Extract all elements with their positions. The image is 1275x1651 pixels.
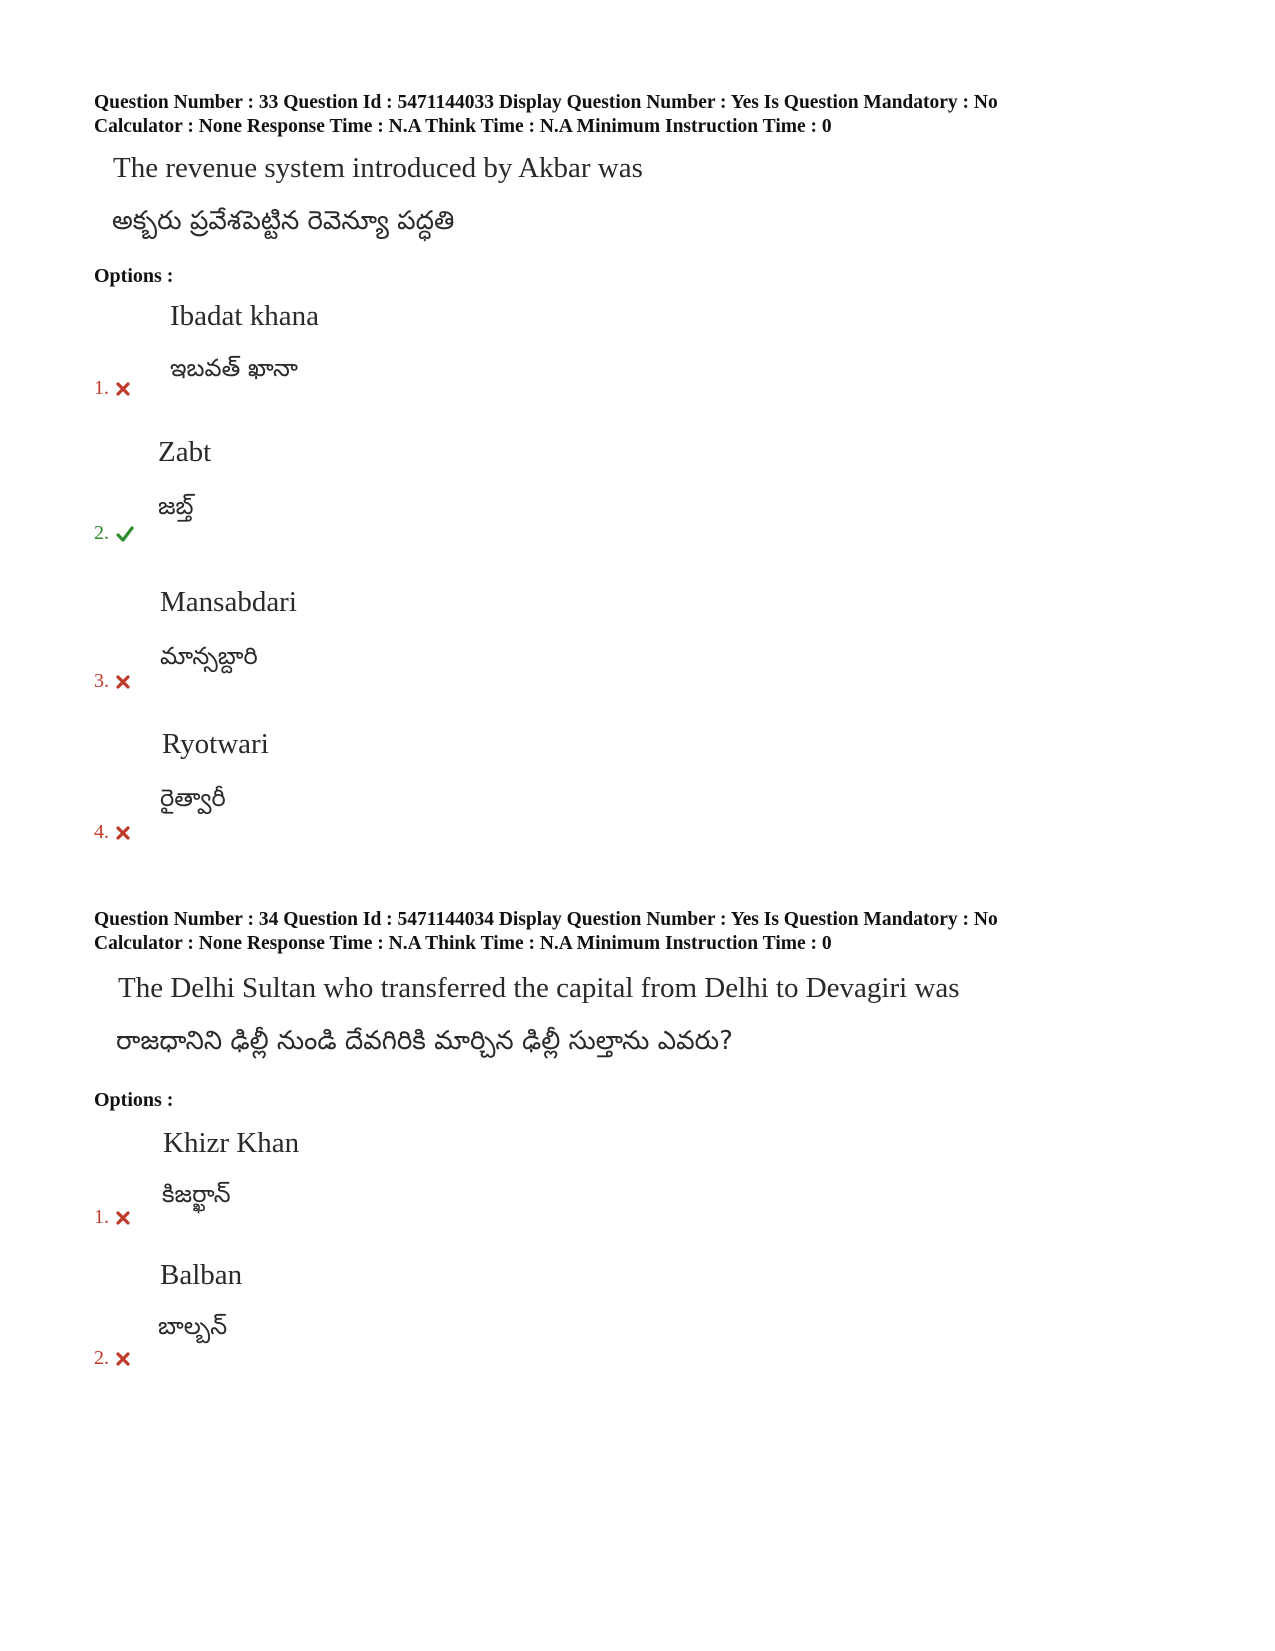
option-text-te: ఇబవత్ ఖానా	[170, 354, 298, 382]
option-text-en: Ibadat khana	[170, 300, 319, 332]
option-number	[94, 1347, 131, 1370]
option-number-label: 1.	[94, 377, 109, 399]
question-33-text-en: The revenue system introduced by Akbar was	[113, 152, 643, 184]
question-34-text-en: The Delhi Sultan who transferred the capital from Delhi to Devagiri was	[118, 972, 960, 1004]
cross-icon	[115, 674, 131, 690]
question-33-options-label: Options :	[94, 265, 174, 287]
option-number-label: 2.	[94, 522, 109, 544]
option-number	[94, 1206, 131, 1229]
question-33-text-te: అక్బరు ప్రవేశపెట్టిన రెవెన్యూ పద్ధతి	[112, 206, 455, 236]
option-number	[94, 670, 131, 693]
question-34-text-te: రాజధానిని ఢిల్లీ నుండి దేవగిరికి మార్చిన ఢిల్లీ సుల్తాను ఎవరు?	[116, 1026, 733, 1056]
cross-icon	[115, 1351, 131, 1367]
option-text-te: జబ్త్	[158, 492, 194, 520]
cross-icon	[115, 1210, 131, 1226]
option-number	[94, 522, 135, 545]
option-number-label: 2.	[94, 1347, 109, 1369]
option-number-label: 3.	[94, 670, 109, 692]
question-meta-line-1: Question Number : 33 Question Id : 5471144033 Display Question Number : Yes Is Question Mandatory : No	[94, 92, 998, 113]
check-icon	[115, 526, 135, 542]
question-meta-line-2: Calculator : None Response Time : N.A Think Time : N.A Minimum Instruction Time : 0	[94, 933, 832, 954]
question-meta-line-1: Question Number : 34 Question Id : 5471144034 Display Question Number : Yes Is Question Mandatory : No	[94, 909, 998, 930]
option-text-te: రైత్వారీ	[160, 784, 226, 812]
question-meta-line-2: Calculator : None Response Time : N.A Think Time : N.A Minimum Instruction Time : 0	[94, 116, 832, 137]
question-33-meta	[94, 91, 998, 139]
option-text-en: Khizr Khan	[163, 1127, 300, 1159]
option-text-en: Balban	[160, 1259, 243, 1291]
option-number	[94, 821, 131, 844]
cross-icon	[115, 381, 131, 397]
question-34-options-label: Options :	[94, 1089, 174, 1111]
option-text-te: కిజర్ఖాన్	[162, 1180, 231, 1208]
option-number-label: 4.	[94, 821, 109, 843]
option-number	[94, 377, 131, 400]
option-text-te: బాల్బన్	[158, 1312, 228, 1340]
option-text-en: Zabt	[158, 436, 212, 468]
option-text-en: Ryotwari	[162, 728, 269, 760]
option-text-te: మాన్సబ్దారి	[160, 642, 258, 670]
option-text-en: Mansabdari	[160, 586, 297, 618]
cross-icon	[115, 825, 131, 841]
option-number-label: 1.	[94, 1206, 109, 1228]
question-34-meta	[94, 908, 998, 956]
